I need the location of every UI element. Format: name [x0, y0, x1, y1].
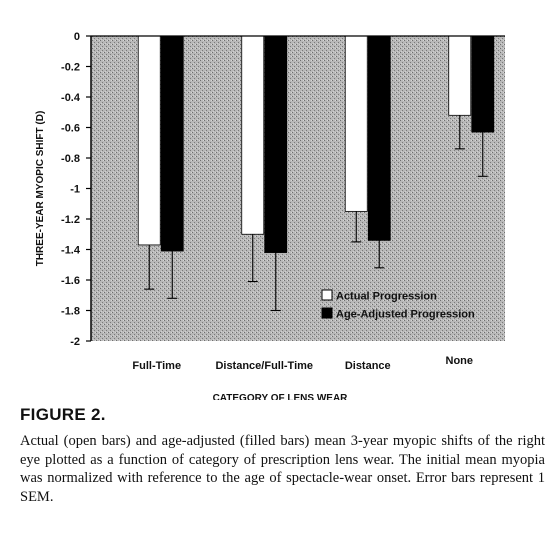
y-tick-label: -1.2: [61, 214, 80, 226]
age-adjusted-progression-bar: [265, 36, 287, 253]
actual-progression-bar: [449, 36, 471, 115]
y-tick-label: -2: [70, 336, 80, 348]
x-category-label: Full-Time: [132, 360, 182, 372]
x-category-label: Distance: [344, 360, 391, 372]
y-tick-label: 0: [73, 31, 80, 43]
actual-progression-bar: [138, 36, 160, 245]
actual-progression-bar: [345, 36, 367, 211]
y-tick-label: -0.4: [61, 92, 80, 104]
x-category-label: None: [445, 355, 473, 367]
y-tick-label: -1: [70, 183, 80, 196]
y-axis-title: THREE-YEAR MYOPIC SHIFT (D): [35, 110, 46, 267]
y-tick-label: -0.8: [61, 153, 80, 165]
y-tick-label: -1.4: [61, 244, 80, 257]
y-tick-label: -0.2: [61, 61, 80, 74]
figure-title: FIGURE 2.: [20, 405, 106, 424]
actual-progression-bar: [242, 36, 264, 234]
x-axis-title: CATEGORY OF LENS WEAR: [212, 393, 348, 400]
legend-swatch: [322, 290, 332, 300]
figure-caption: Actual (open bars) and age-adjusted (filled bars) mean 3-year myopic shifts of the right eye plotted as a function of category of prescription lens wear. The initial mean myopia was normalized with reference to the age of spectacle-wear onset. Error bars represent 1 SEM.: [20, 433, 545, 505]
legend-label: Actual Progression: [336, 290, 437, 303]
age-adjusted-progression-bar: [472, 36, 494, 132]
y-tick-label: -1.6: [61, 275, 80, 287]
legend-swatch: [322, 308, 332, 318]
y-tick-label: -0.6: [61, 122, 80, 135]
age-adjusted-progression-bar: [368, 36, 390, 240]
legend-label: Age-Adjusted Progression: [336, 308, 475, 321]
x-category-label: Distance/Full-Time: [215, 360, 314, 372]
y-tick-label: -1.8: [61, 305, 80, 318]
age-adjusted-progression-bar: [161, 36, 183, 251]
